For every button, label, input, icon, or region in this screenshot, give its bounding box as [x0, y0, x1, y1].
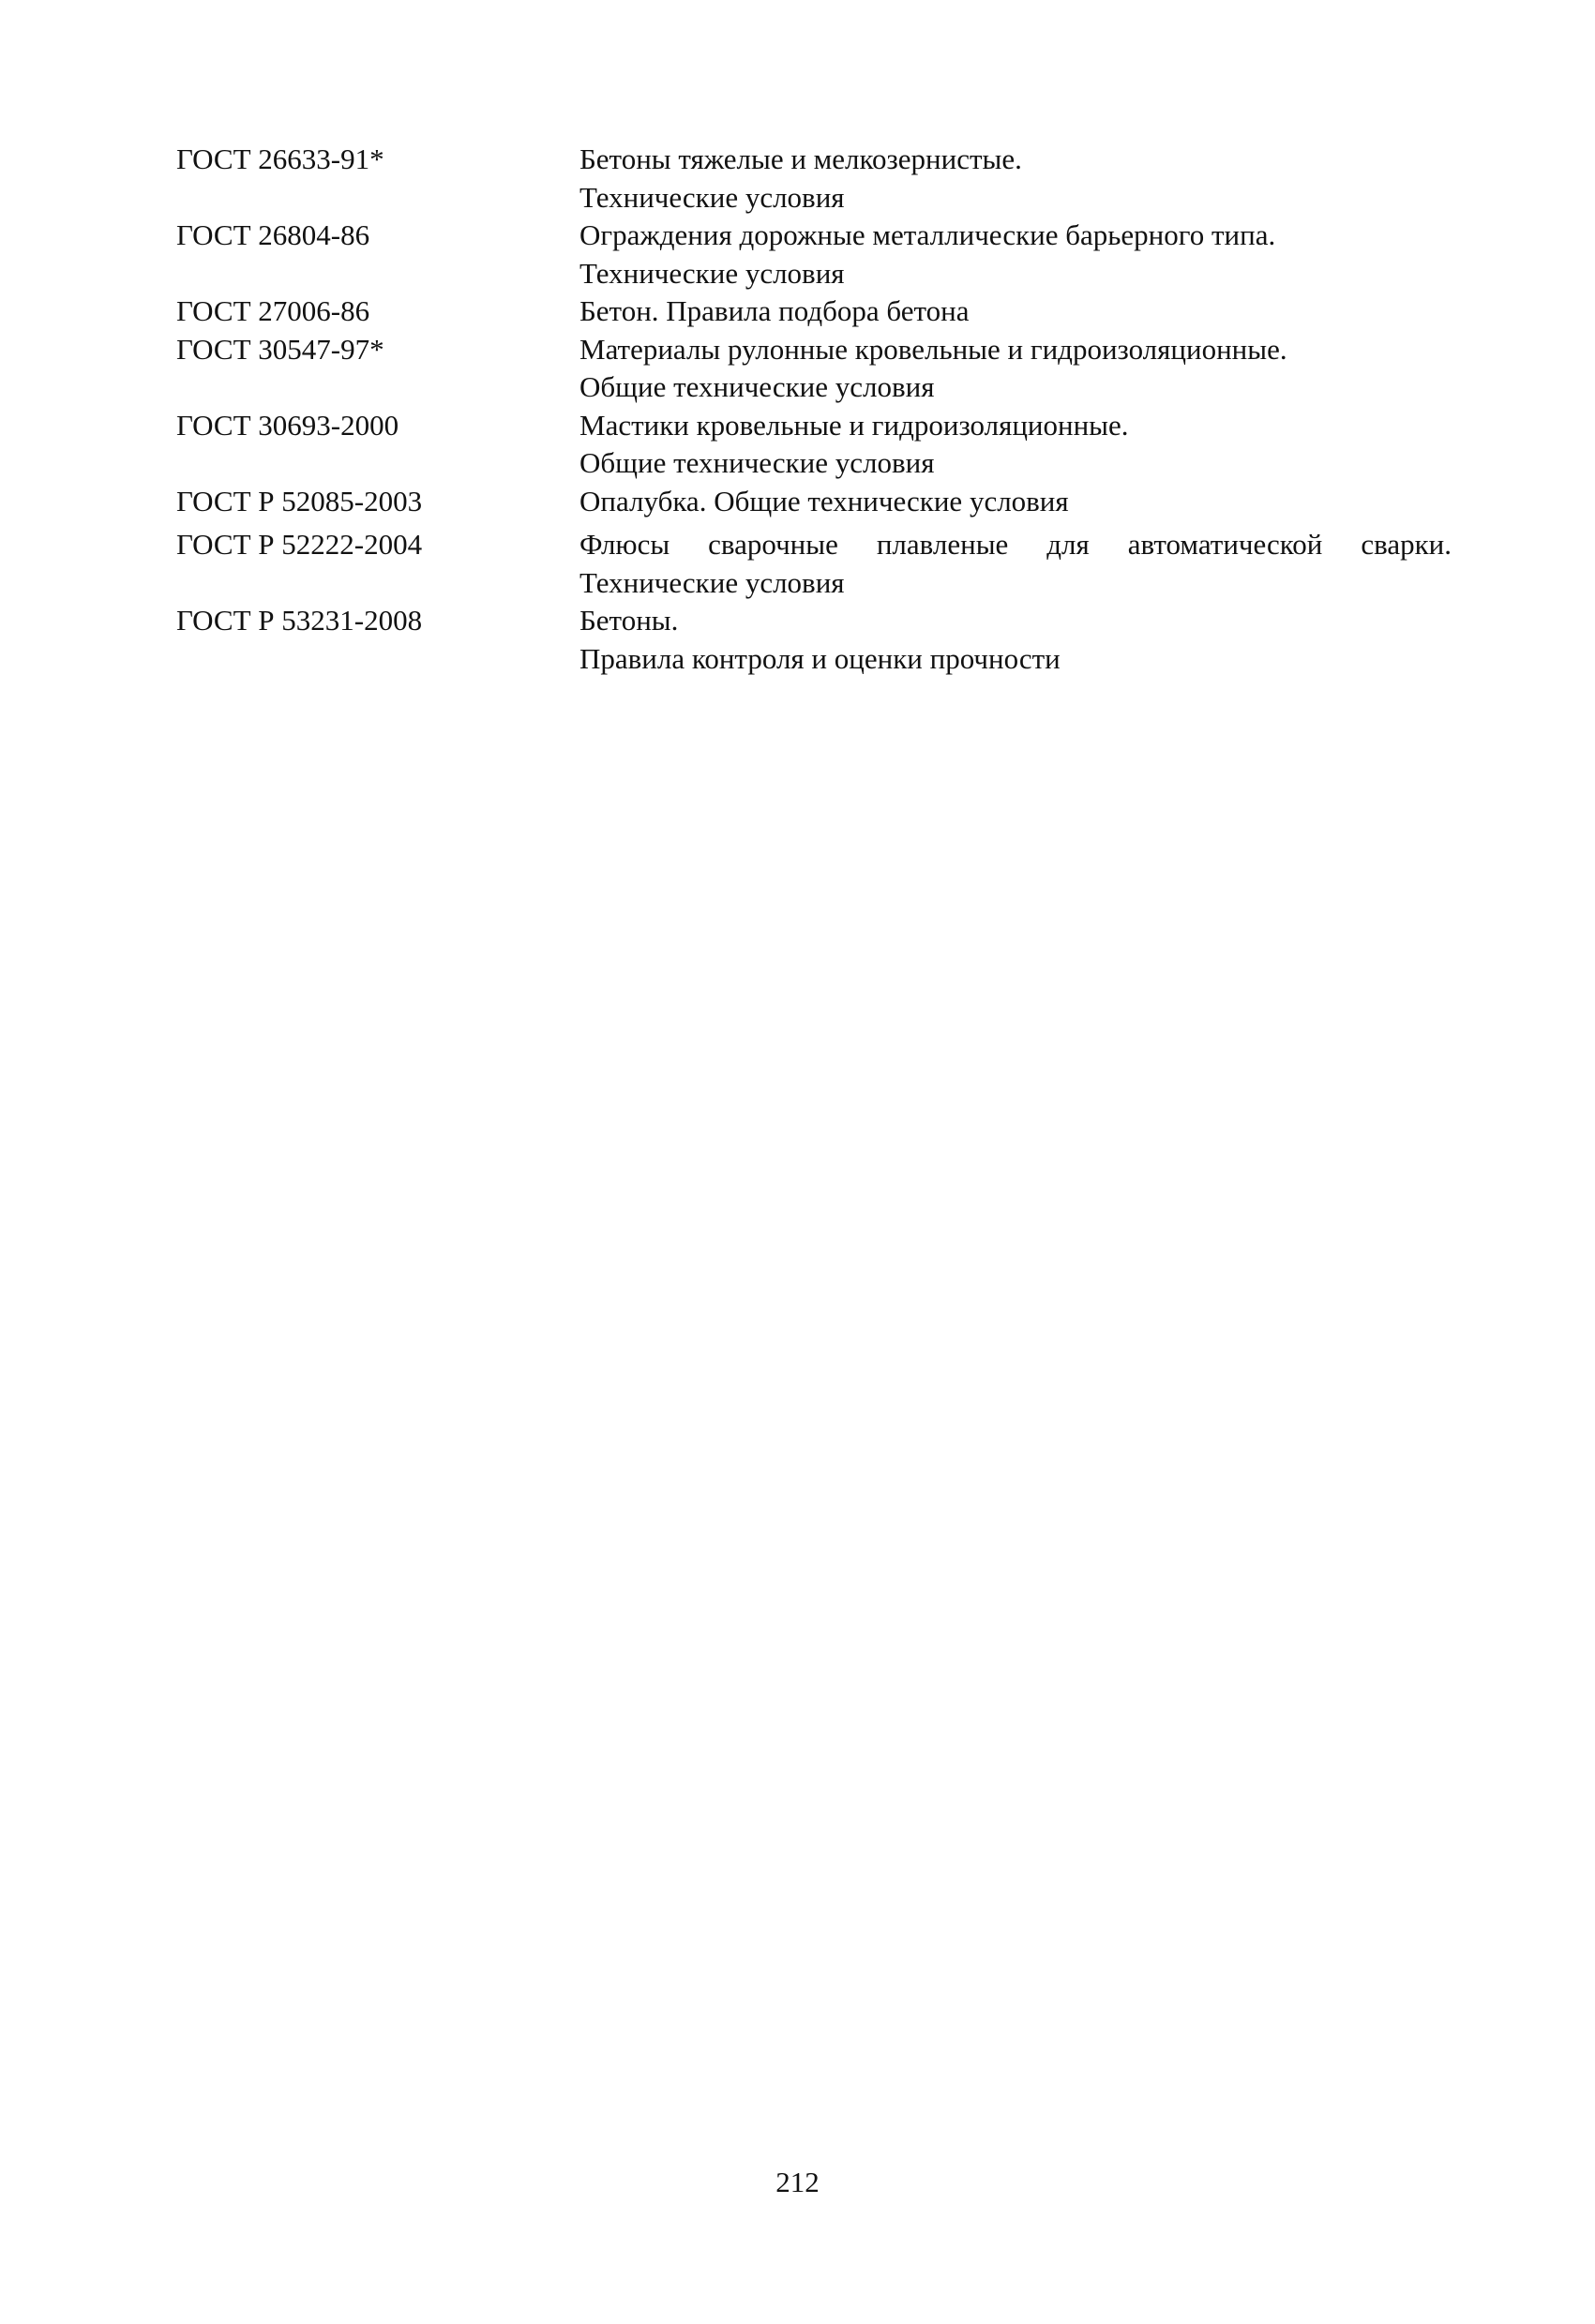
- standard-code: ГОСТ Р 52222-2004: [176, 528, 423, 561]
- standard-code: ГОСТ Р 52085-2003: [176, 484, 423, 517]
- standard-title-line: Технические условия: [579, 180, 845, 214]
- standard-code: ГОСТ 27006-86: [176, 294, 370, 327]
- standard-title-line: Бетоны.: [579, 604, 679, 637]
- list-item: [176, 331, 1452, 407]
- standard-title: [579, 407, 1452, 483]
- standard-title-line: Общие технические условия: [579, 446, 935, 479]
- standards-list: [176, 141, 1452, 678]
- standard-code: ГОСТ 30693-2000: [176, 408, 399, 442]
- standard-title: [579, 331, 1452, 407]
- standard-title-line: Мастики кровельные и гидроизоляционные.: [579, 408, 1129, 442]
- standard-title-line: Материалы рулонные кровельные и гидроизоляционные.: [579, 332, 1287, 366]
- standard-title: [579, 526, 1452, 602]
- standard-title: [579, 217, 1452, 292]
- list-item: [176, 602, 1452, 678]
- standard-title-line: Опалубка. Общие технические условия: [579, 484, 1069, 517]
- standard-code: ГОСТ 26804-86: [176, 218, 370, 251]
- list-item: [176, 217, 1452, 292]
- standard-title-line: Технические условия: [579, 256, 845, 290]
- list-item: [176, 141, 1452, 217]
- standard-code: ГОСТ 30547-97*: [176, 332, 384, 366]
- list-item: [176, 526, 1452, 602]
- list-item: [176, 483, 1452, 521]
- standard-title: [579, 483, 1452, 521]
- list-item: [176, 292, 1452, 331]
- page-number: 212: [775, 2166, 820, 2198]
- standard-title-line: Бетон. Правила подбора бетона: [579, 294, 970, 327]
- standard-code: ГОСТ 26633-91*: [176, 142, 384, 175]
- standard-title-line: Общие технические условия: [579, 370, 935, 403]
- standard-title-line: Бетоны тяжелые и мелкозернистые.: [579, 142, 1022, 175]
- standard-title-line: Правила контроля и оценки прочности: [579, 641, 1061, 675]
- standard-title-line: Ограждения дорожные металлические барьерного типа.: [579, 218, 1276, 251]
- standard-title: [579, 602, 1452, 678]
- standard-title-line: Флюсы сварочные плавленые для автоматической сварки.: [579, 528, 1452, 561]
- standard-title-line: Технические условия: [579, 565, 845, 599]
- standard-title: [579, 292, 1452, 331]
- list-item: [176, 407, 1452, 483]
- standard-title: [579, 141, 1452, 217]
- standard-code: ГОСТ Р 53231-2008: [176, 604, 423, 637]
